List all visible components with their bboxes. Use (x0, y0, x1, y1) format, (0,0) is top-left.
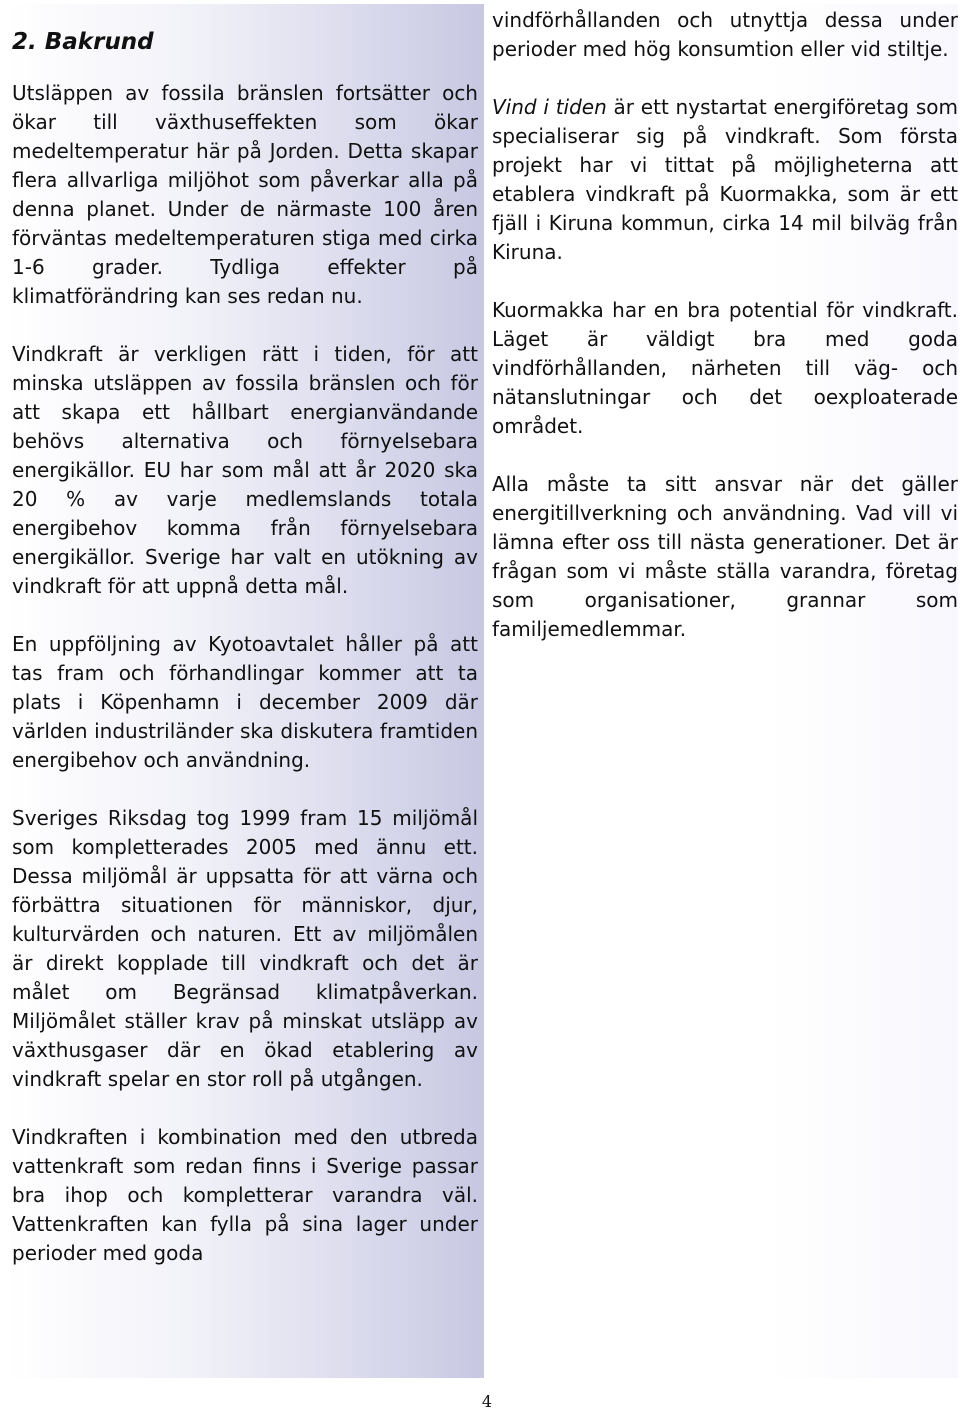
paragraph-environmental-goals: Sveriges Riksdag tog 1999 fram 15 miljömål som kompletterades 2005 med ännu ett. Dessa miljömål är uppsatta för att värna och förbättra situationen för människor, djur, kulturvärden och naturen. Ett av miljömålen är direkt kopplade till vindkraft och det är målet om Begränsad klimatpåverkan. Miljömålet ställer krav på minskat utsläpp av växthusgaser där en ökad etablering av vindkraft spelar en stor roll på utgången. (12, 806, 478, 1091)
paragraph-kuormakka-potential: Kuormakka har en bra potential för vindkraft. Läget är väldigt bra med goda vindförhållanden, närheten till väg- och nätanslutningar och det oexploaterade området. (492, 298, 958, 438)
paragraph-continuation: vindförhållanden och utnyttja dessa under perioder med hög konsumtion eller vid stiltje. (492, 8, 958, 61)
paragraph-fossil-fuels: Utsläppen av fossila bränslen fortsätter och ökar till växthuseffekten som ökar medeltemperatur här på Jorden. Detta skapar flera allvarliga miljöhot som påverkar alla på denna planet. Under de närmaste 100 åren förväntas medeltemperaturen stiga med cirka 1-6 grader. Tydliga effekter på klimatförändring kan ses redan nu. (12, 81, 478, 308)
paragraph-wind-power-timing: Vindkraft är verkligen rätt i tiden, för att minska utsläppen av fossila bränslen och för att skapa ett hållbart energianvändande behövs alternativa och förnyelsebara energikällor. EU har som mål att år 2020 ska 20 % av varje medlemslands totala energibehov komma från förnyelsebara energikällor. Sverige har valt en utökning av vindkraft för att uppnå detta mål. (12, 342, 478, 598)
page-number: 4 (481, 1392, 493, 1411)
right-column (492, 6, 958, 644)
company-intro-text: är ett nystartat energiföretag som specialiserar sig på vindkraft. Som första projekt har vi tittat på möjligheterna att etablera vindkraft på Kuormakka, som är ett fjäll i Kiruna kommun, cirka 14 mil bilväg från Kiruna. (492, 95, 958, 264)
left-column (12, 28, 478, 1268)
paragraph-hydropower-combination: Vindkraften i kombination med den utbreda vattenkraft som redan finns i Sverige passar bra ihop och kompletterar varandra väl. Vattenkraften kan fylla på sina lager under perioder med goda (12, 1125, 478, 1265)
paragraph-kyoto-followup: En uppföljning av Kyotoavtalet håller på att tas fram och förhandlingar kommer att ta plats i Köpenhamn i december 2009 där världen industriländer ska diskutera framtiden energibehov och användning. (12, 632, 478, 772)
company-name: Vind i tiden (492, 95, 607, 119)
section-heading: 2. Bakrund (12, 29, 154, 55)
paragraph-company-intro (492, 93, 958, 267)
paragraph-responsibility: Alla måste ta sitt ansvar när det gäller energitillverkning och användning. Vad vill vi lämna efter oss till nästa generationer. Det är frågan som vi måste ställa varandra, företag som organisationer, grannar som familjemedlemmar. (492, 472, 958, 641)
